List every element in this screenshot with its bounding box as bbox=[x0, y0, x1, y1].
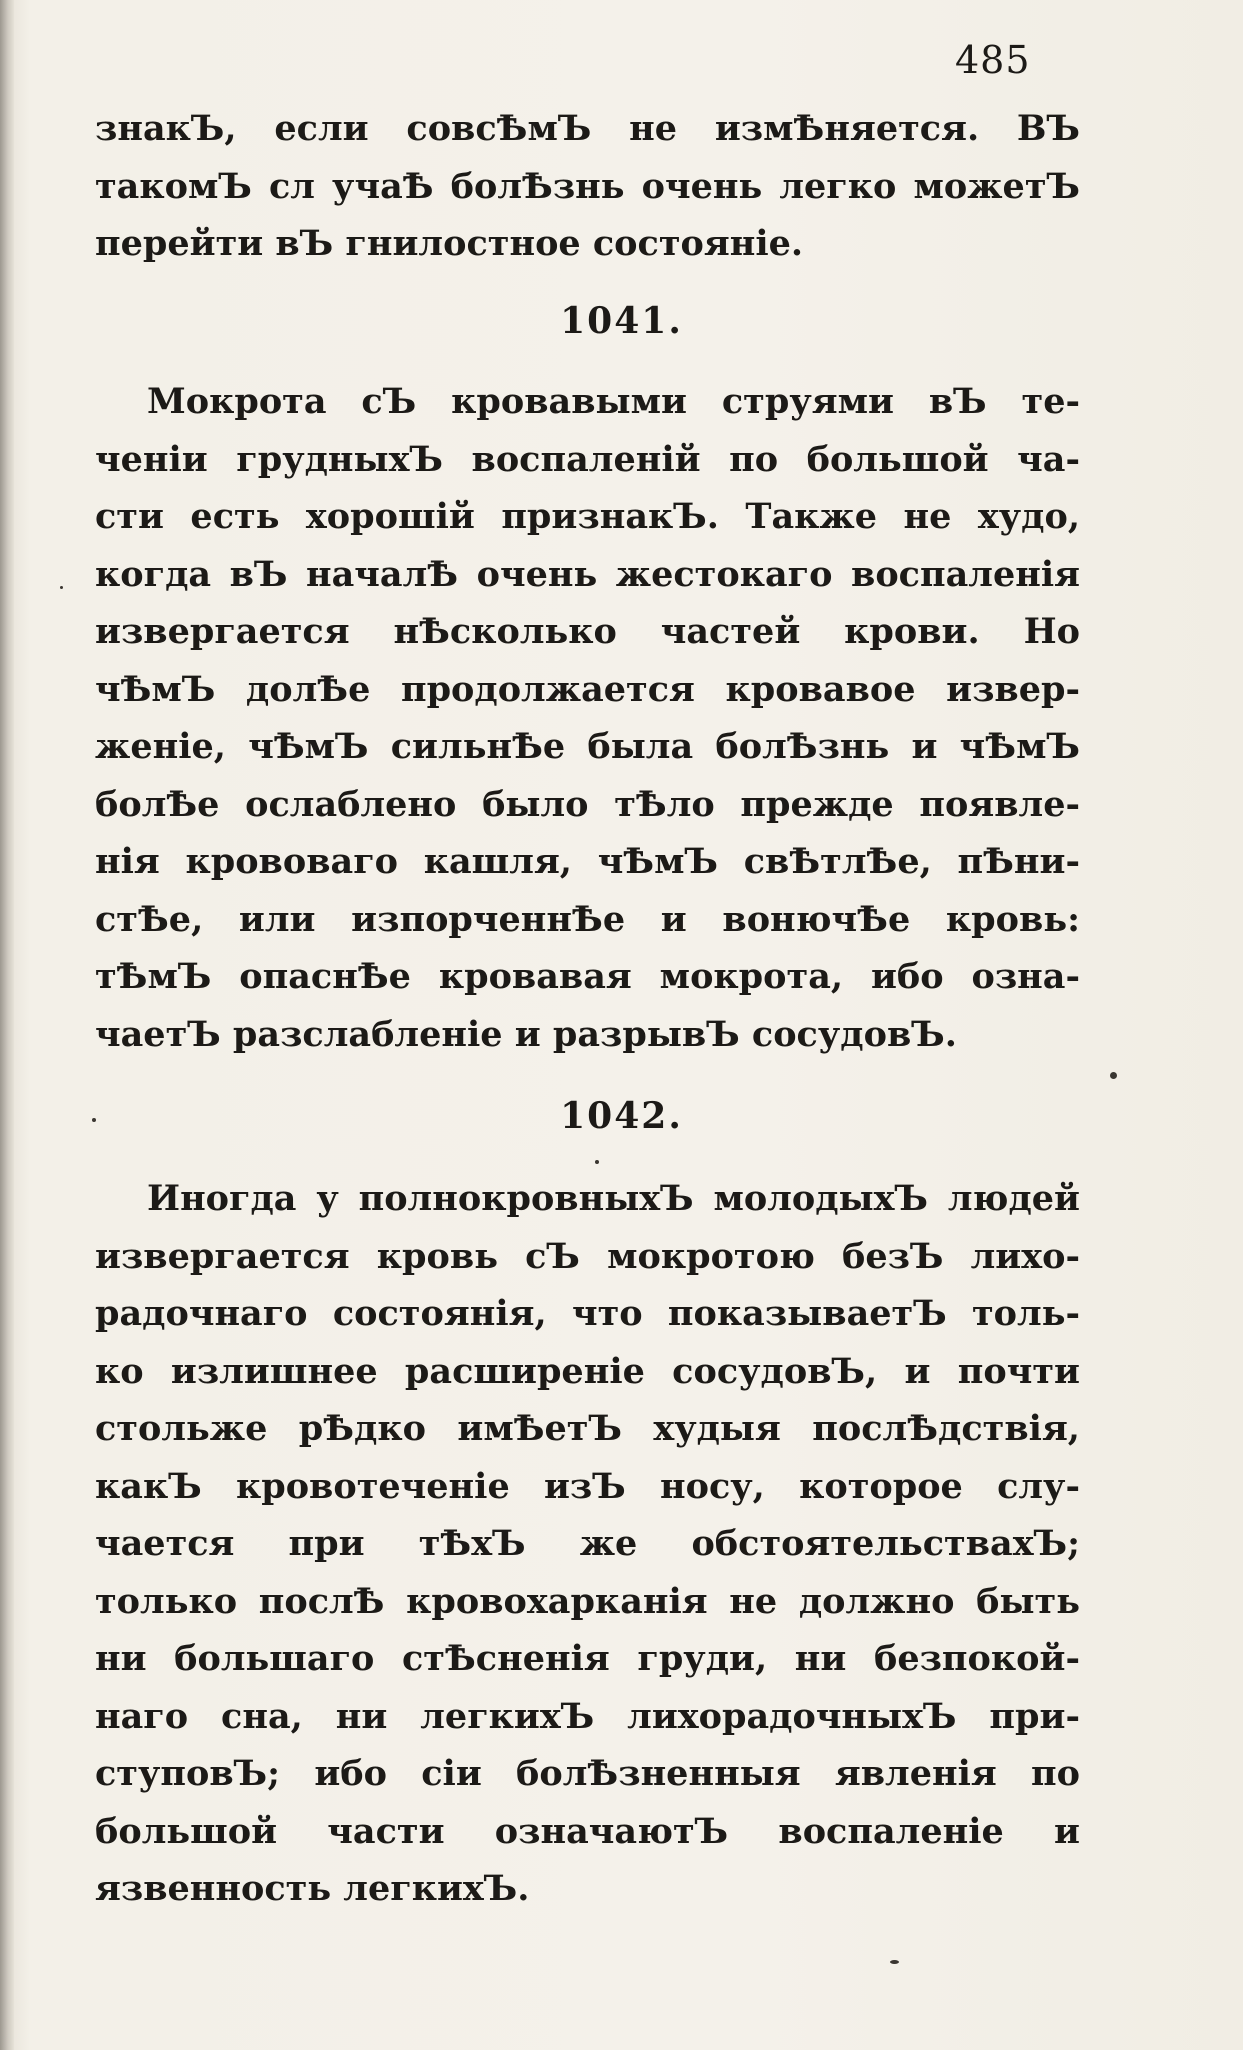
section-paragraph bbox=[95, 1170, 1080, 1918]
text-line: большой части означаютЪ воспаленіе и bbox=[95, 1810, 1080, 1852]
text-line: язвенность легкихЪ. bbox=[95, 1868, 530, 1909]
text-line: Мокрота сЪ кровавыми струями вЪ те- bbox=[147, 381, 1080, 422]
text-line: наго сна, ни легкихЪ лихорадочныхЪ при- bbox=[95, 1695, 1080, 1737]
text-line: сти есть хорошій признакЪ. Также не худо, bbox=[95, 496, 1080, 537]
text-line: только послѢ кровохарканія не должно быть bbox=[95, 1580, 1080, 1622]
text-line: чается при тѢхЪ же обстоятельствахЪ; bbox=[95, 1523, 1080, 1564]
section-paragraph bbox=[95, 373, 1080, 1063]
text-line: ко излишнее расширеніе сосудовЪ, и почти bbox=[95, 1350, 1080, 1392]
text-line: когда вЪ началѢ очень жестокаго воспаленія bbox=[95, 553, 1080, 595]
text-line: женіе, чѢмЪ сильнѢе была болѢзнь и чѢмЪ bbox=[95, 726, 1080, 767]
text-line: ченіи грудныхЪ воспаленій по большой ча- bbox=[95, 438, 1080, 480]
text-line: Иногда у полнокровныхЪ молодыхЪ людей bbox=[147, 1178, 1080, 1219]
text-line: стольже рѢдко имѢетЪ худыя послѢдствія, bbox=[95, 1408, 1080, 1449]
text-line: тѢмЪ опаснѢе кровавая мокрота, ибо озна- bbox=[95, 956, 1080, 997]
section-number: 1041. bbox=[560, 300, 683, 342]
ink-speck bbox=[60, 586, 63, 589]
text-line: извергается кровь сЪ мокротою безЪ лихо- bbox=[95, 1235, 1080, 1277]
text-line: чѢмЪ долѢе продолжается кровавое извер- bbox=[95, 668, 1080, 710]
section-number: 1042. bbox=[560, 1095, 683, 1137]
text-line: нія крововаго кашля, чѢмЪ свѢтлѢе, пѢни- bbox=[95, 841, 1080, 882]
ink-speck bbox=[595, 1160, 599, 1164]
ink-speck bbox=[92, 1118, 96, 1122]
text-line: такомЪ сл учаѢ болѢзнь очень легко можетЪ bbox=[95, 165, 1080, 207]
text-line: чаетЪ разслабленіе и разрывЪ сосудовЪ. bbox=[95, 1013, 957, 1055]
intro-paragraph bbox=[95, 100, 1080, 273]
text-line: знакЪ, если совсѢмЪ не измѢняется. ВЪ bbox=[95, 108, 1080, 149]
ink-speck bbox=[1110, 1072, 1117, 1079]
text-line: перейти вЪ гнилостное состояніе. bbox=[95, 223, 804, 264]
page-number: 485 bbox=[955, 38, 1031, 82]
ink-speck bbox=[890, 1960, 899, 1964]
text-line: радочнаго состоянія, что показываетЪ толь- bbox=[95, 1293, 1080, 1334]
text-line: стѢе, или изпорченнѢе и вонючѢе кровь: bbox=[95, 898, 1080, 940]
text-line: болѢе ослаблено было тѢло прежде появле- bbox=[95, 783, 1080, 825]
text-line: какЪ кровотеченіе изЪ носу, которое слу- bbox=[95, 1465, 1080, 1507]
text-line: ни большаго стѢсненія груди, ни безпокой- bbox=[95, 1638, 1080, 1679]
text-line: извергается нѢсколько частей крови. Но bbox=[95, 611, 1080, 652]
text-line: ступовЪ; ибо сіи болѢзненныя явленія по bbox=[95, 1753, 1080, 1794]
